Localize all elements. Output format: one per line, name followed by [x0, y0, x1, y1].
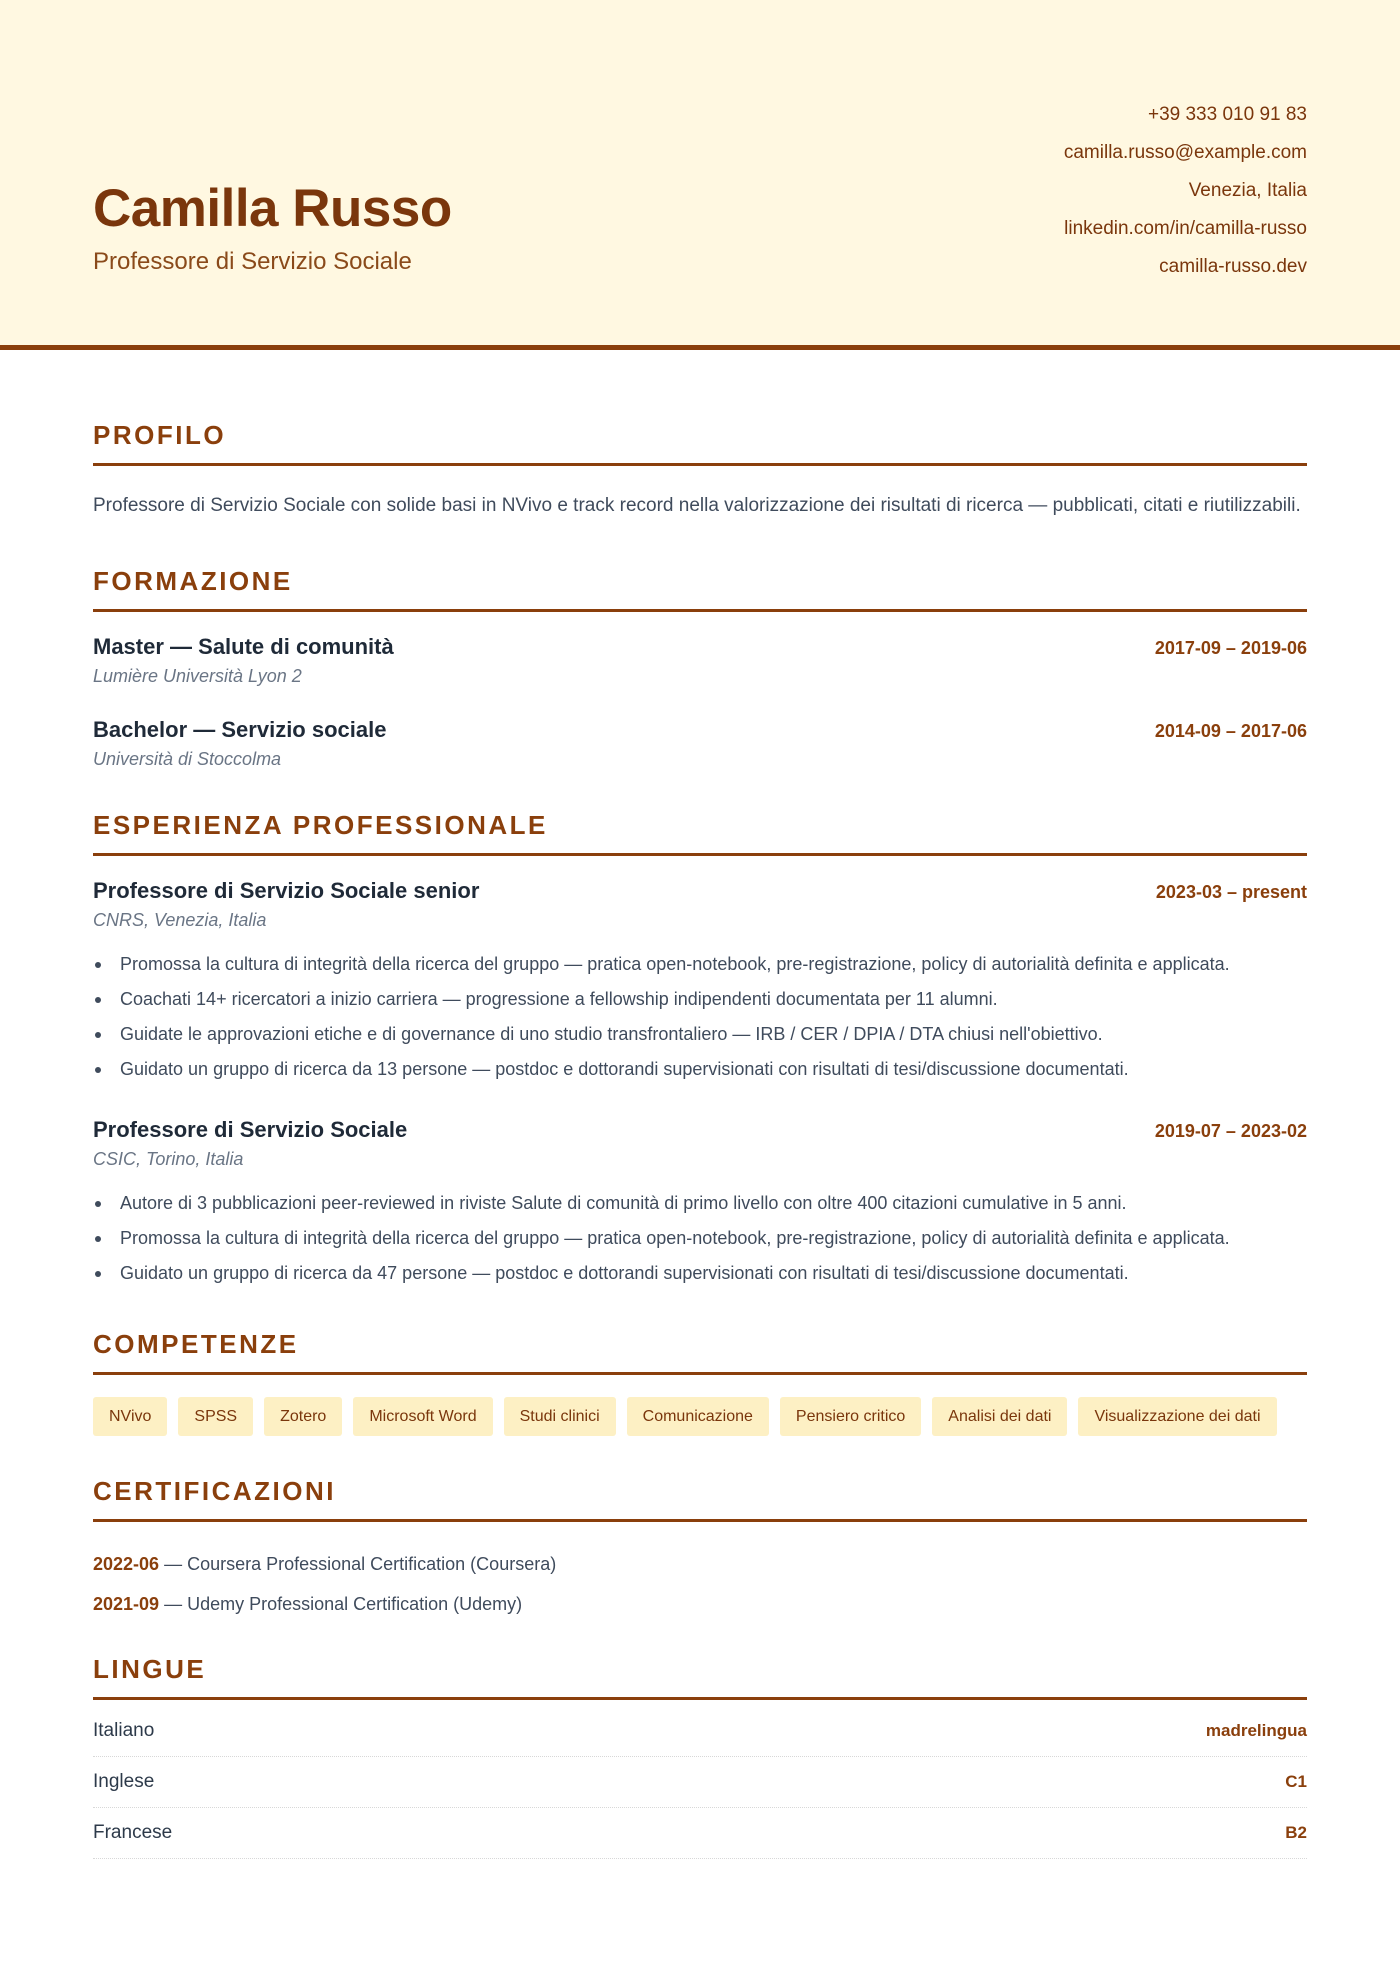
list-item: Promossa la cultura di integrità della ricerca del gruppo — pratica open-notebook, pre-registrazione, policy di autorialità definita e applicata.	[93, 947, 1307, 982]
job-title: Professore di Servizio Sociale	[93, 1117, 408, 1142]
list-item: Guidato un gruppo di ricerca da 13 persone — postdoc e dottorandi supervisionati con risultati di tesi/discussione documentati.	[93, 1052, 1307, 1087]
job-title: Professore di Servizio Sociale senior	[93, 878, 480, 903]
section-heading: CERTIFICAZIONI	[93, 1476, 1307, 1522]
cert-date: 2022-06	[93, 1554, 160, 1574]
skill-tag: Visualizzazione dei dati	[1078, 1397, 1276, 1436]
degree-title: Bachelor — Servizio sociale	[93, 717, 387, 742]
education-entry	[93, 717, 1307, 770]
entry-date: 2014-09 – 2017-06	[1154, 721, 1307, 741]
skill-tag: Analisi dei dati	[932, 1397, 1067, 1436]
school-name: Lumière Università Lyon 2	[93, 666, 302, 686]
cert-text: — Udemy Professional Certification (Udemy)	[159, 1594, 523, 1614]
section-heading: PROFILO	[93, 420, 1307, 466]
skill-tag: Studi clinici	[504, 1397, 616, 1436]
candidate-title: Professore di Servizio Sociale	[93, 248, 412, 275]
skills-section	[93, 1329, 1307, 1436]
achievement-list	[93, 1186, 1307, 1291]
section-heading: ESPERIENZA PROFESSIONALE	[93, 810, 1307, 856]
candidate-name: Camilla Russo	[93, 179, 452, 238]
languages-section	[93, 1654, 1307, 1859]
section-heading: LINGUE	[93, 1654, 1307, 1700]
language-row	[93, 1706, 1307, 1757]
language-name: Italiano	[93, 1720, 155, 1741]
language-row	[93, 1808, 1307, 1859]
language-level: B2	[1285, 1823, 1307, 1842]
experience-section	[93, 810, 1307, 1291]
cert-text: — Coursera Professional Certification (Coursera)	[159, 1554, 557, 1574]
list-item: Promossa la cultura di integrità della ricerca del gruppo — pratica open-notebook, pre-registrazione, policy di autorialità definita e applicata.	[93, 1221, 1307, 1256]
list-item: Guidate le approvazioni etiche e di governance di uno studio transfrontaliero — IRB / CER / DPIA / DTA chiusi nell'obiettivo.	[93, 1017, 1307, 1052]
degree-title: Master — Salute di comunità	[93, 634, 394, 659]
list-item: Autore di 3 pubblicazioni peer-reviewed in riviste Salute di comunità di primo livello con oltre 400 citazioni cumulative in 5 anni.	[93, 1186, 1307, 1221]
skill-tag: NVivo	[93, 1397, 167, 1436]
resume-body	[93, 420, 1307, 1859]
certification-item	[93, 1544, 1307, 1584]
profile-text: Professore di Servizio Sociale con solide basi in NVivo e track record nella valorizzazione dei risultati di ricerca — pubblicati, citati e riutilizzabili.	[93, 495, 1301, 516]
cert-date: 2021-09	[93, 1594, 160, 1614]
contact-linkedin[interactable]: linkedin.com/in/camilla-russo	[1064, 218, 1307, 239]
skill-tag: Pensiero critico	[780, 1397, 921, 1436]
certifications-section	[93, 1476, 1307, 1624]
certification-item	[93, 1584, 1307, 1624]
education-entry	[93, 634, 1307, 687]
entry-date: 2019-07 – 2023-02	[1154, 1121, 1307, 1141]
contact-website[interactable]: camilla-russo.dev	[1159, 256, 1307, 277]
employer: CSIC, Torino, Italia	[93, 1149, 244, 1169]
list-item: Guidato un gruppo di ricerca da 47 persone — postdoc e dottorandi supervisionati con risultati di tesi/discussione documentati.	[93, 1256, 1307, 1291]
language-level: madrelingua	[1205, 1721, 1307, 1740]
language-row	[93, 1757, 1307, 1808]
language-name: Francese	[93, 1822, 173, 1843]
contact-phone: +39 333 010 91 83	[1147, 104, 1307, 125]
contact-block	[1064, 96, 1307, 286]
language-level: C1	[1285, 1772, 1307, 1791]
skill-tags	[93, 1397, 1307, 1436]
skill-tag: Microsoft Word	[353, 1397, 492, 1436]
skill-tag: Zotero	[264, 1397, 342, 1436]
resume-header	[0, 0, 1400, 350]
section-heading: COMPETENZE	[93, 1329, 1307, 1375]
experience-entry	[93, 1117, 1307, 1291]
skill-tag: Comunicazione	[627, 1397, 769, 1436]
list-item: Coachati 14+ ricercatori a inizio carriera — progressione a fellowship indipendenti documentata per 11 alumni.	[93, 982, 1307, 1017]
profile-section	[93, 420, 1307, 524]
experience-entry	[93, 878, 1307, 1087]
contact-location: Venezia, Italia	[1188, 180, 1307, 201]
entry-date: 2017-09 – 2019-06	[1154, 638, 1307, 658]
entry-date: 2023-03 – present	[1155, 882, 1307, 902]
education-section	[93, 566, 1307, 770]
employer: CNRS, Venezia, Italia	[93, 910, 267, 930]
language-name: Inglese	[93, 1771, 155, 1792]
skill-tag: SPSS	[178, 1397, 253, 1436]
section-heading: FORMAZIONE	[93, 566, 1307, 612]
achievement-list	[93, 947, 1307, 1087]
contact-email[interactable]: camilla.russo@example.com	[1063, 142, 1307, 163]
school-name: Università di Stoccolma	[93, 749, 282, 769]
